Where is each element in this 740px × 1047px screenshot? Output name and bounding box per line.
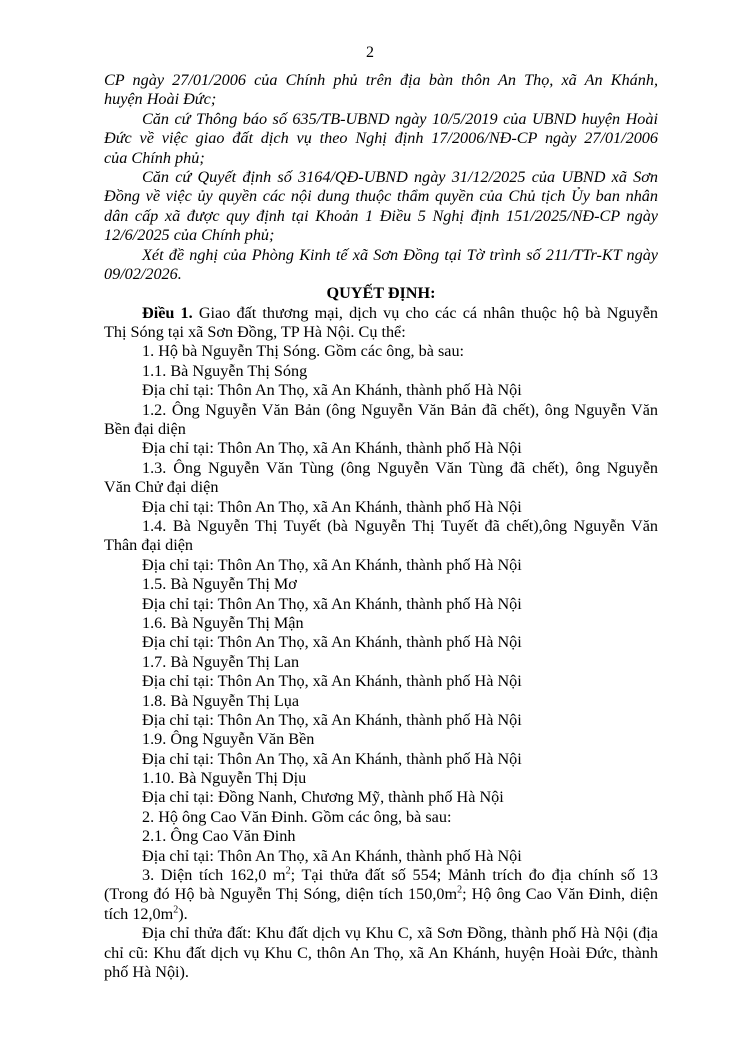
preamble-line: Căn cứ Quyết định số 3164/QĐ-UBND ngày 31/12/2025 của UBND xã Sơn: [142, 167, 658, 186]
member-name: 2.1. Ông Cao Văn Đinh: [142, 827, 296, 846]
member-address: Địa chỉ tại: Thôn An Thọ, xã An Khánh, thành phố Hà Nội: [142, 846, 522, 865]
area-line: [104, 885, 658, 904]
preamble-line: của Chính phủ;: [104, 148, 205, 167]
document-body: [104, 71, 658, 982]
preamble-line: 09/02/2026.: [104, 264, 182, 283]
area-line: [104, 905, 658, 924]
preamble-line: dân cấp xã được quy định tại Khoản 1 Điều 5 Nghị định 151/2025/NĐ-CP ngày: [104, 206, 658, 225]
member-name: 1.7. Bà Nguyễn Thị Lan: [142, 652, 300, 671]
preamble-line: CP ngày 27/01/2006 của Chính phủ trên địa bàn thôn An Thọ, xã An Khánh,: [104, 71, 658, 89]
preamble-line: 12/6/2025 của Chính phủ;: [104, 226, 275, 245]
article-1: [104, 304, 658, 983]
area-text: ).: [178, 904, 188, 923]
member-name: 1.2. Ông Nguyễn Văn Bản (ông Nguyễn Văn Bản đã chết), ông Nguyễn Văn: [142, 400, 658, 419]
member-address: Địa chỉ tại: Thôn An Thọ, xã An Khánh, thành phố Hà Nội: [142, 497, 522, 516]
member-name: Thân đại diện: [104, 536, 193, 555]
preamble-line: Đức về việc giao đất dịch vụ theo Nghị định 17/2006/NĐ-CP ngày 27/01/2006: [104, 129, 658, 148]
preamble-line: Đồng về việc ủy quyền các nội dung thuộc thẩm quyền của Chủ tịch Ủy ban nhân: [104, 187, 658, 206]
member-name: 1.8. Bà Nguyễn Thị Lụa: [142, 691, 300, 710]
area-text: (Trong đó Hộ bà Nguyễn Thị Sóng, diện tích 150,0m: [104, 885, 458, 904]
member-name: 1.6. Bà Nguyễn Thị Mận: [142, 613, 304, 632]
household-heading: 2. Hộ ông Cao Văn Đinh. Gồm các ông, bà sau:: [142, 807, 452, 826]
superscript: 2: [173, 904, 179, 916]
member-name: 1.10. Bà Nguyễn Thị Dịu: [142, 769, 307, 788]
member-address: Địa chỉ tại: Thôn An Thọ, xã An Khánh, thành phố Hà Nội: [142, 439, 522, 458]
member-address: Địa chỉ tại: Thôn An Thọ, xã An Khánh, thành phố Hà Nội: [142, 555, 522, 574]
member-name: Văn Chử đại diện: [104, 478, 219, 497]
member-name: 1.5. Bà Nguyễn Thị Mơ: [142, 575, 297, 594]
article-line: Thị Sóng tại xã Sơn Đồng, TP Hà Nội. Cụ thể:: [104, 323, 406, 342]
member-name: Bền đại diện: [104, 420, 186, 439]
area-text: 3. Diện tích 162,0 m: [142, 866, 286, 885]
member-address: Địa chỉ tại: Thôn An Thọ, xã An Khánh, thành phố Hà Nội: [142, 381, 522, 400]
article-label: Điều 1.: [142, 303, 193, 322]
article-text: Giao đất thương mại, dịch vụ cho các cá nhân thuộc hộ bà Nguyễn: [192, 303, 658, 322]
superscript: 2: [285, 865, 291, 877]
parcel-address-line: phố Hà Nội).: [104, 962, 189, 981]
member-name: 1.1. Bà Nguyễn Thị Sóng: [142, 361, 308, 380]
member-name: 1.9. Ông Nguyễn Văn Bền: [142, 730, 315, 749]
preamble-line: Căn cứ Thông báo số 635/TB-UBND ngày 10/5/2019 của UBND huyện Hoài: [142, 109, 658, 128]
member-address: Địa chỉ tại: Thôn An Thọ, xã An Khánh, thành phố Hà Nội: [142, 710, 522, 729]
area-line: [104, 866, 658, 885]
member-address: Địa chỉ tại: Thôn An Thọ, xã An Khánh, thành phố Hà Nội: [142, 749, 522, 768]
area-text: ; Tại thửa đất số 554; Mảnh trích đo địa chính số 13: [290, 866, 658, 885]
preamble: [104, 71, 658, 284]
parcel-address-line: Địa chỉ thửa đất: Khu đất dịch vụ Khu C, xã Sơn Đồng, thành phố Hà Nội (địa: [142, 924, 658, 943]
page-number: 2: [366, 44, 374, 61]
preamble-line: Xét đề nghị của Phòng Kinh tế xã Sơn Đồng tại Tờ trình số 211/TTr-KT ngày: [142, 245, 658, 264]
superscript: 2: [457, 885, 463, 897]
member-address: Địa chỉ tại: Thôn An Thọ, xã An Khánh, thành phố Hà Nội: [142, 672, 522, 691]
area-text: ; Hộ ông Cao Văn Đinh, diện: [462, 885, 658, 904]
preamble-line: huyện Hoài Đức;: [104, 90, 217, 109]
area-text: tích 12,0m: [104, 904, 174, 923]
member-address: Địa chỉ tại: Đồng Nanh, Chương Mỹ, thành phố Hà Nội: [142, 788, 504, 807]
parcel-address-line: chỉ cũ: Khu đất dịch vụ Khu C, thôn An Thọ, xã An Khánh, huyện Hoài Đức, thành: [104, 943, 658, 962]
member-name: 1.3. Ông Nguyễn Văn Tùng (ông Nguyễn Văn Tùng đã chết), ông Nguyễn: [142, 458, 658, 477]
member-address: Địa chỉ tại: Thôn An Thọ, xã An Khánh, thành phố Hà Nội: [142, 594, 522, 613]
decision-heading: QUYẾT ĐỊNH:: [326, 284, 436, 303]
article-line: [104, 304, 658, 323]
household-heading: 1. Hộ bà Nguyễn Thị Sóng. Gồm các ông, bà sau:: [142, 342, 465, 361]
member-address: Địa chỉ tại: Thôn An Thọ, xã An Khánh, thành phố Hà Nội: [142, 633, 522, 652]
member-name: 1.4. Bà Nguyễn Thị Tuyết (bà Nguyễn Thị Tuyết đã chết),ông Nguyễn Văn: [142, 516, 658, 535]
